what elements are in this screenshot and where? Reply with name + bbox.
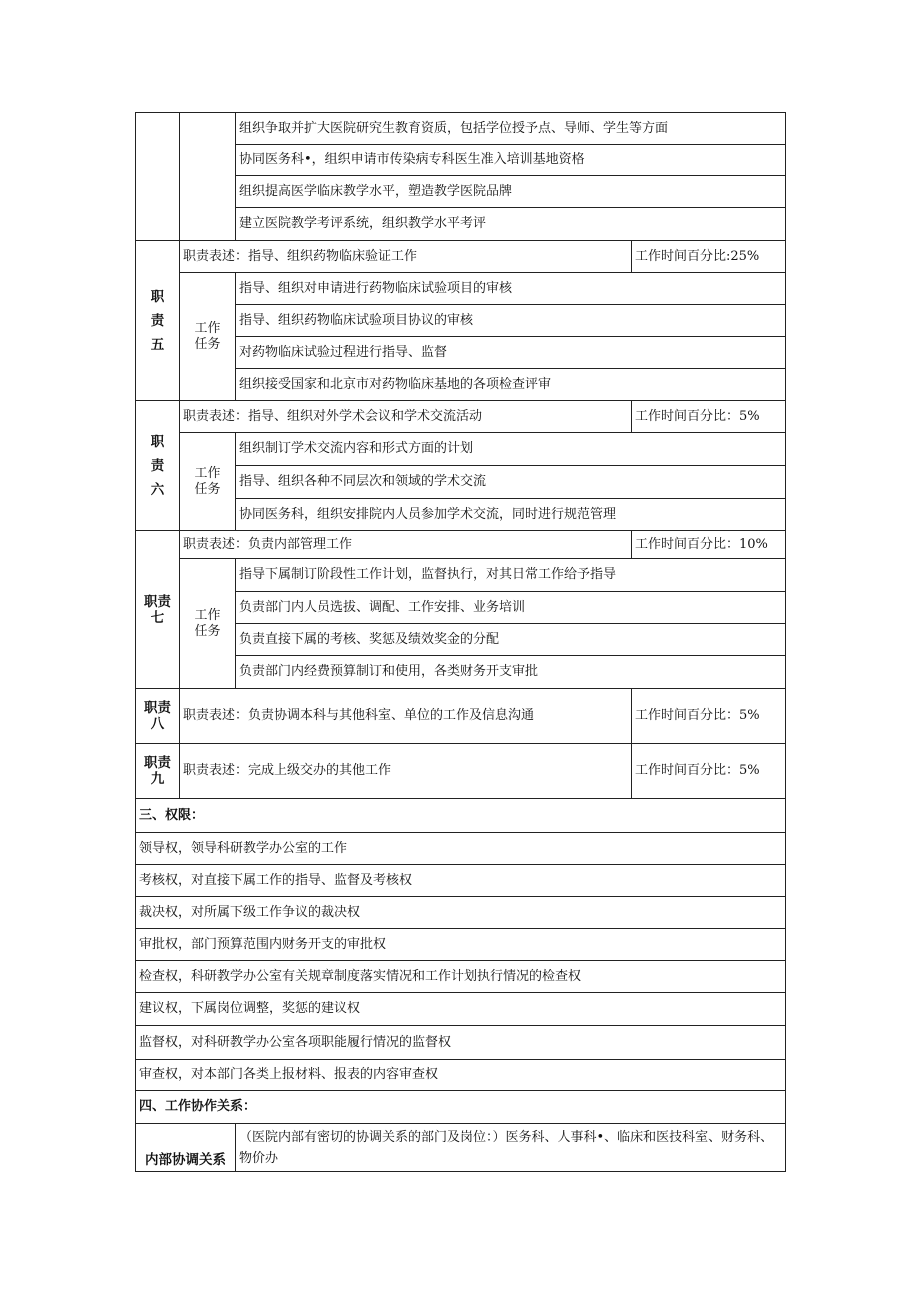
authority-row xyxy=(136,833,786,865)
authority-item: 考核权，对直接下属工作的指导、监督及考核权 xyxy=(136,865,786,897)
task-label: 工作 任务 xyxy=(180,559,236,689)
task-item: 指导、组织各种不同层次和领域的学术交流 xyxy=(236,466,786,499)
duty-statement-row xyxy=(136,531,786,559)
authority-item: 审批权，部门预算范围内财务开支的审批权 xyxy=(136,929,786,961)
task-row xyxy=(136,113,786,145)
authority-row xyxy=(136,993,786,1026)
duty-statement: 职责表述：完成上级交办的其他工作 xyxy=(180,744,632,799)
task-item: 组织制订学术交流内容和形式方面的计划 xyxy=(236,433,786,466)
section-title-authority: 三、权限： xyxy=(136,799,786,833)
authority-row xyxy=(136,1060,786,1091)
duty-label: 职责 七 xyxy=(136,531,180,689)
task-item: 协同医务科，组织安排院内人员参加学术交流，同时进行规范管理 xyxy=(236,499,786,531)
section-title-relations: 四、工作协作关系： xyxy=(136,1091,786,1124)
authority-row xyxy=(136,865,786,897)
authority-row xyxy=(136,929,786,961)
task-item: 组织提高医学临床教学水平，塑造教学医院品牌 xyxy=(236,176,786,208)
duty-statement-row xyxy=(136,241,786,273)
authority-item: 建议权，下属岗位调整，奖惩的建议权 xyxy=(136,993,786,1026)
internal-relations-row xyxy=(136,1124,786,1172)
task-label: 工作 任务 xyxy=(180,433,236,531)
internal-relations-text: （医院内部有密切的协调关系的部门及岗位：）医务科、人事科•、临床和医技科室、财务科、物价办 xyxy=(236,1124,786,1172)
authority-item: 审查权，对本部门各类上报材料、报表的内容审查权 xyxy=(136,1060,786,1091)
task-item: 组织争取并扩大医院研究生教育资质，包括学位授予点、导师、学生等方面 xyxy=(236,113,786,145)
time-percentage: 工作时间百分比：10% xyxy=(632,531,786,559)
task-item: 协同医务科•，组织申请市传染病专科医生准入培训基地资格 xyxy=(236,145,786,176)
time-percentage: 工作时间百分比：5% xyxy=(632,744,786,799)
task-item: 指导下属制订阶段性工作计划，监督执行，对其日常工作给予指导 xyxy=(236,559,786,592)
duty-statement-row xyxy=(136,744,786,799)
task-label-cell xyxy=(180,113,236,241)
authority-row xyxy=(136,897,786,929)
duty-label: 职 责 五 xyxy=(136,241,180,401)
task-row xyxy=(136,559,786,592)
duty-statement-row xyxy=(136,401,786,433)
task-item: 负责部门内经费预算制订和使用，各类财务开支审批 xyxy=(236,656,786,689)
duty-label: 职 责 六 xyxy=(136,401,180,531)
authority-row xyxy=(136,1026,786,1060)
duty-statement-row xyxy=(136,689,786,744)
section-header-row xyxy=(136,799,786,833)
authority-item: 领导权，领导科研教学办公室的工作 xyxy=(136,833,786,865)
duty-label-cell xyxy=(136,113,180,241)
task-item: 建立医院教学考评系统，组织教学水平考评 xyxy=(236,208,786,241)
duty-statement: 职责表述：指导、组织对外学术会议和学术交流活动 xyxy=(180,401,632,433)
task-label: 工作 任务 xyxy=(180,273,236,401)
task-item: 负责直接下属的考核、奖惩及绩效奖金的分配 xyxy=(236,624,786,656)
task-item: 对药物临床试验过程进行指导、监督 xyxy=(236,337,786,369)
duty-statement: 职责表述：负责内部管理工作 xyxy=(180,531,632,559)
time-percentage: 工作时间百分比：5% xyxy=(632,401,786,433)
task-item: 组织接受国家和北京市对药物临床基地的各项检查评审 xyxy=(236,369,786,401)
job-description-table xyxy=(135,112,786,1172)
time-percentage: 工作时间百分比:25% xyxy=(632,241,786,273)
task-item: 指导、组织对申请进行药物临床试验项目的审核 xyxy=(236,273,786,305)
authority-item: 检查权，科研教学办公室有关规章制度落实情况和工作计划执行情况的检查权 xyxy=(136,961,786,993)
internal-relations-label: 内部协调关系 xyxy=(136,1124,236,1172)
task-row xyxy=(136,273,786,305)
duty-statement: 职责表述：指导、组织药物临床验证工作 xyxy=(180,241,632,273)
duty-label: 职责 八 xyxy=(136,689,180,744)
authority-item: 监督权，对科研教学办公室各项职能履行情况的监督权 xyxy=(136,1026,786,1060)
time-percentage: 工作时间百分比：5% xyxy=(632,689,786,744)
authority-item: 裁决权，对所属下级工作争议的裁决权 xyxy=(136,897,786,929)
section-header-row xyxy=(136,1091,786,1124)
authority-row xyxy=(136,961,786,993)
duty-statement: 职责表述：负责协调本科与其他科室、单位的工作及信息沟通 xyxy=(180,689,632,744)
duty-label: 职责 九 xyxy=(136,744,180,799)
task-item: 负责部门内人员选拔、调配、工作安排、业务培训 xyxy=(236,592,786,624)
task-item: 指导、组织药物临床试验项目协议的审核 xyxy=(236,305,786,337)
task-row xyxy=(136,433,786,466)
